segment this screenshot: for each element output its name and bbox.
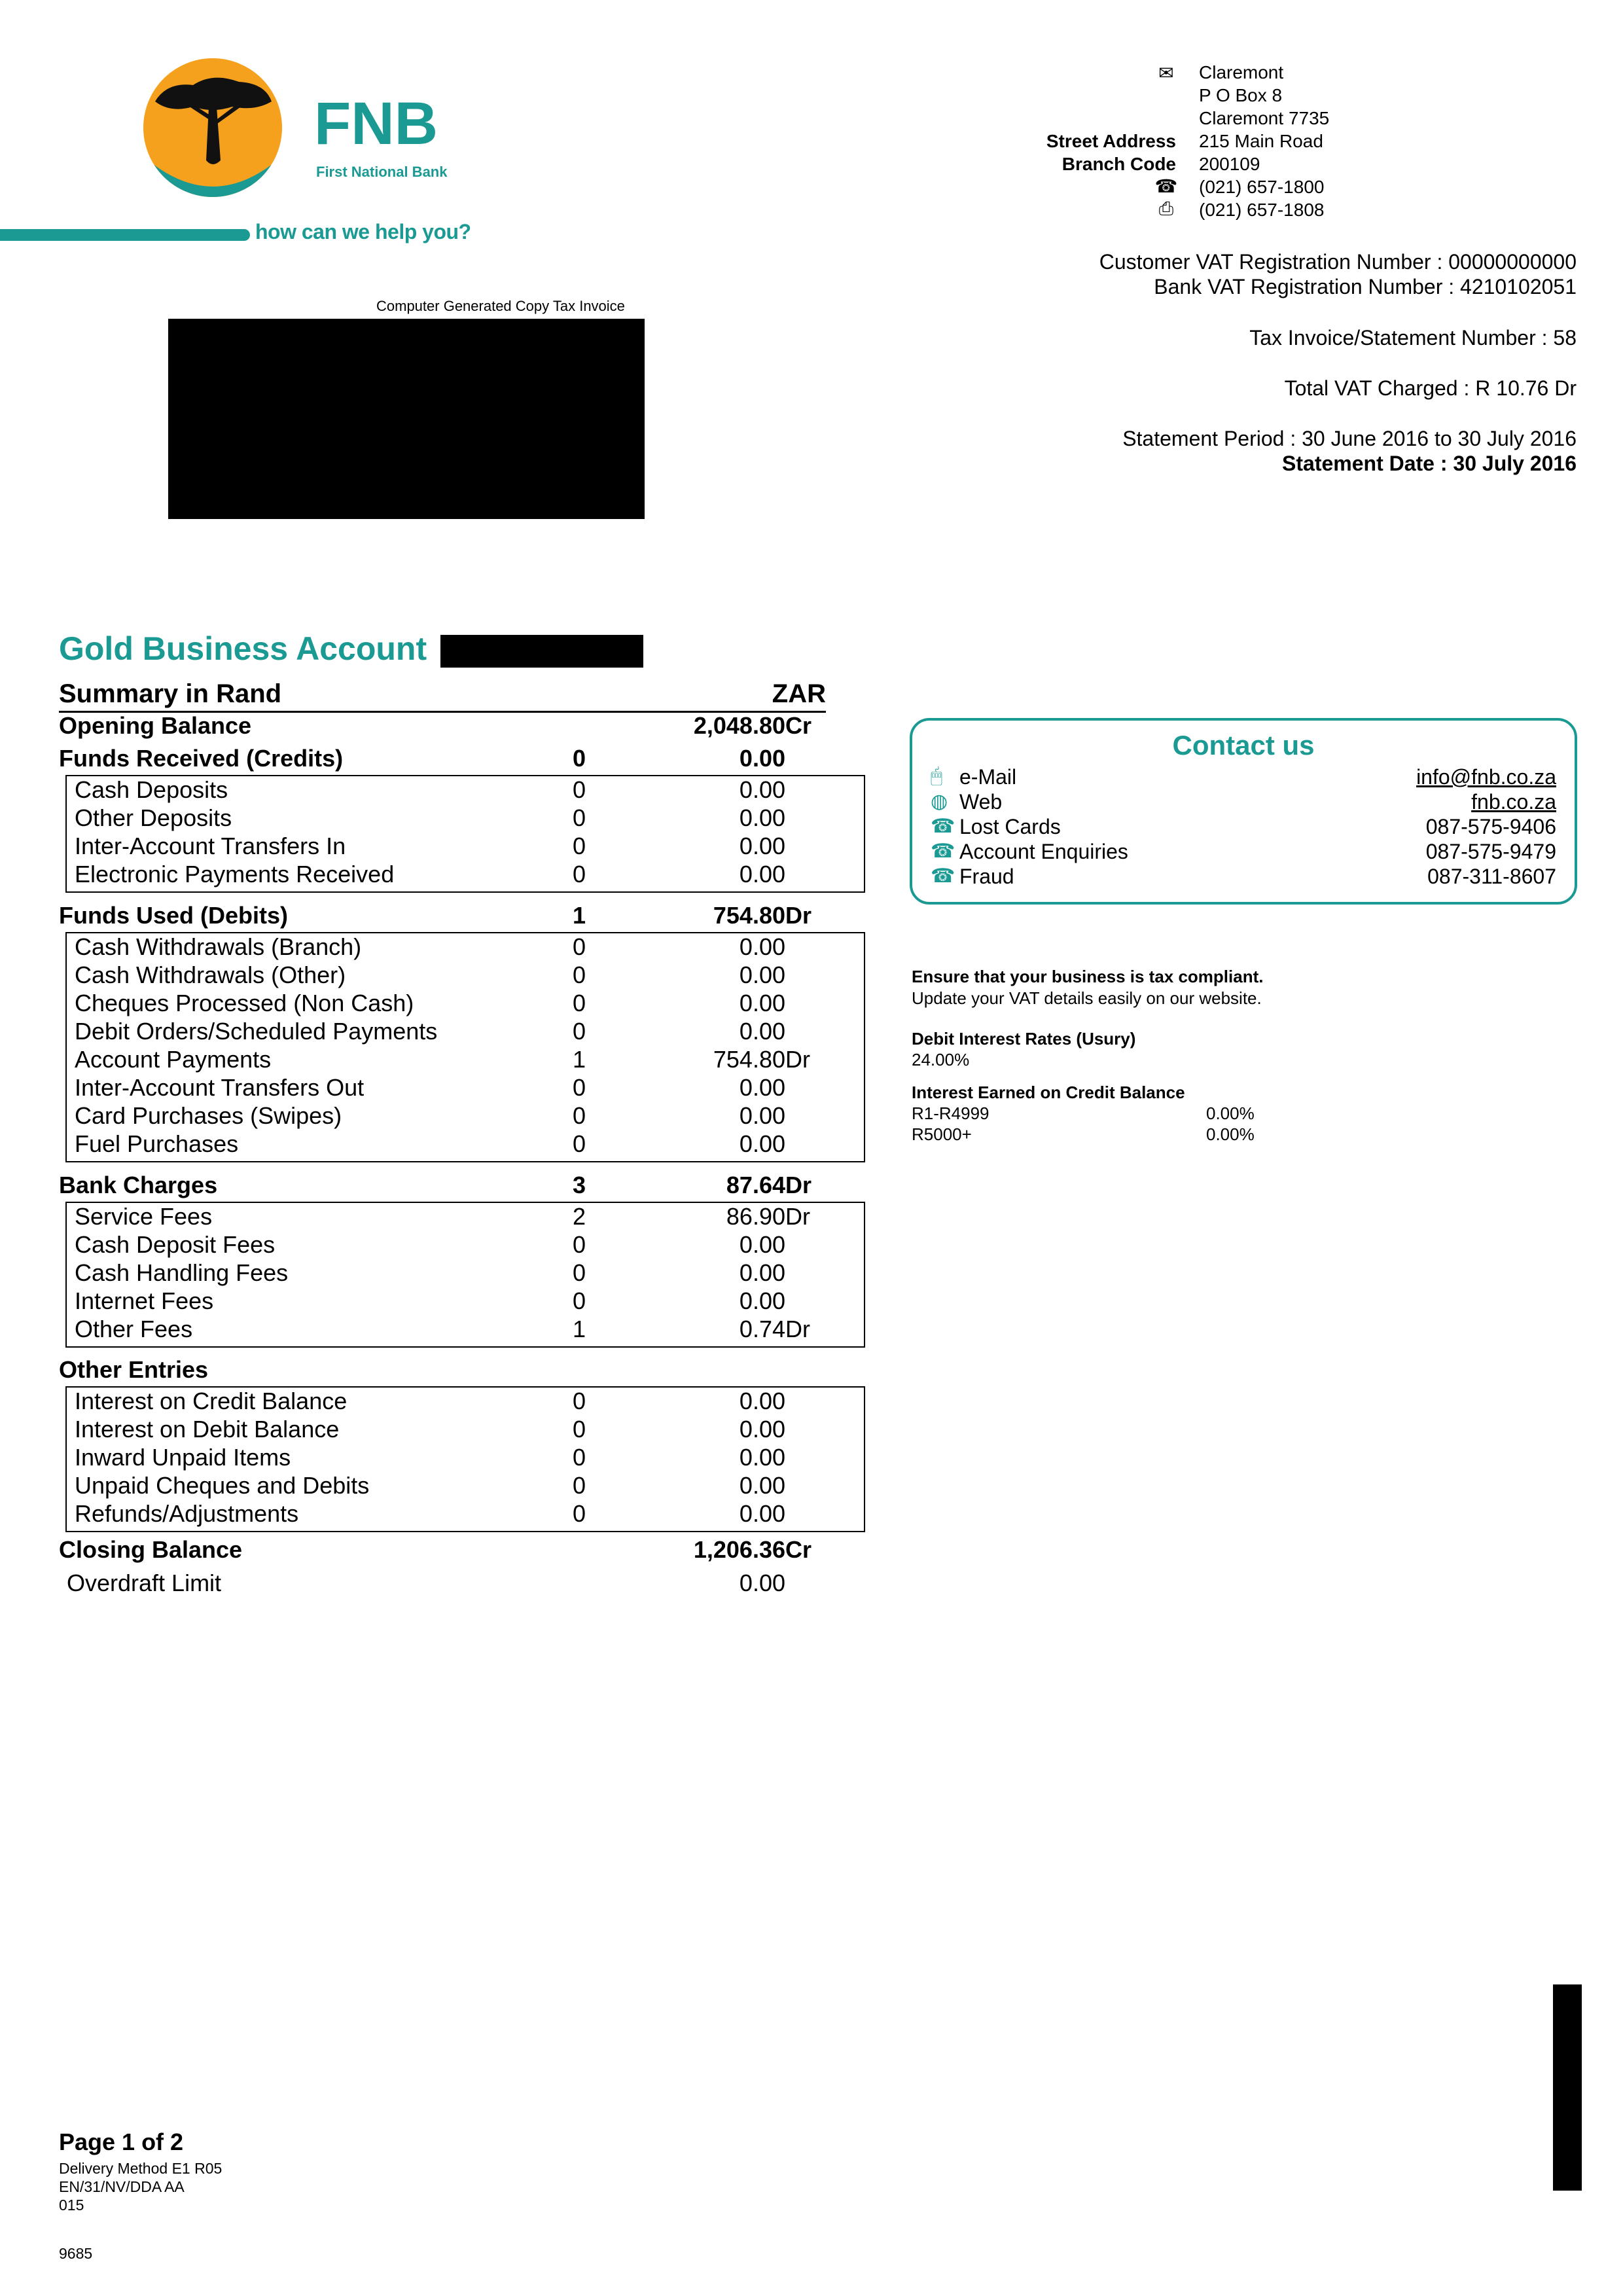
row-label: Debit Orders/Scheduled Payments xyxy=(75,1018,438,1045)
row-amount: 0.00 xyxy=(739,861,785,888)
summary-row xyxy=(59,1472,859,1501)
charges-row xyxy=(59,1172,859,1200)
row-label: Cash Withdrawals (Branch) xyxy=(75,933,362,960)
phone-icon: ☎ xyxy=(931,816,955,837)
row-count: 0 xyxy=(572,1259,586,1286)
summary-row xyxy=(59,1259,859,1288)
row-label: Interest on Credit Balance xyxy=(75,1388,348,1414)
statement-date: Statement Date : 30 July 2016 xyxy=(1282,452,1577,475)
row-amount: 0.00 xyxy=(739,1074,785,1101)
row-count: 0 xyxy=(572,1472,586,1499)
other-entries-row xyxy=(59,1356,859,1385)
branch-phone: (021) 657-1800 xyxy=(1199,177,1325,197)
row-count: 0 xyxy=(572,1018,586,1045)
row-amount: 0.00 xyxy=(739,1130,785,1157)
summary-row xyxy=(59,1074,859,1103)
mouse-icon: 🖱 xyxy=(931,765,942,787)
customer-vat: Customer VAT Registration Number : 00000000000 xyxy=(1099,250,1577,274)
row-amount: 0.00 xyxy=(739,1259,785,1286)
row-amount: 0.74 xyxy=(739,1316,785,1342)
tax-invoice-number: Tax Invoice/Statement Number : 58 xyxy=(1249,326,1577,350)
row-amount: 0.00 xyxy=(739,933,785,960)
fnb-tree-logo-icon xyxy=(141,56,468,200)
svg-text:First National Bank: First National Bank xyxy=(316,164,448,180)
summary-currency: ZAR xyxy=(772,679,826,708)
contact-label: e-Mail xyxy=(959,765,1017,789)
row-label: Internet Fees xyxy=(75,1287,214,1314)
copy-label: Computer Generated Copy Tax Invoice xyxy=(376,298,625,314)
credit-rate-value: 0.00% xyxy=(1206,1124,1255,1144)
row-count: 0 xyxy=(572,1444,586,1471)
contact-label: Web xyxy=(959,790,1003,814)
footer-code: 9685 xyxy=(59,2245,93,2262)
delivery-method: Delivery Method E1 R05 xyxy=(59,2160,223,2177)
row-amount: 0.00 xyxy=(739,990,785,1016)
row-count: 0 xyxy=(572,1388,586,1414)
opening-balance-row xyxy=(59,712,859,741)
row-amount: 0.00 xyxy=(739,804,785,831)
row-label: Electronic Payments Received xyxy=(75,861,395,888)
summary-row xyxy=(59,1444,859,1473)
row-cd: Cr xyxy=(785,712,812,739)
row-amount: 0.00 xyxy=(739,1500,785,1527)
row-label: Cash Deposit Fees xyxy=(75,1231,276,1258)
summary-row xyxy=(59,1416,859,1444)
row-amount: 2,048.80 xyxy=(693,712,785,739)
row-count: 0 xyxy=(572,1231,586,1258)
row-amount: 754.80 xyxy=(713,1046,785,1073)
contact-row xyxy=(931,790,1556,815)
row-amount: 1,206.36 xyxy=(693,1536,785,1563)
row-cd: Cr xyxy=(785,1536,812,1563)
row-label: Cash Deposits xyxy=(75,776,228,803)
row-count: 1 xyxy=(572,902,586,929)
contact-box xyxy=(910,718,1577,905)
row-label: Service Fees xyxy=(75,1203,213,1230)
row-count: 1 xyxy=(572,1046,586,1073)
page-number: Page 1 of 2 xyxy=(59,2128,184,2155)
row-amount: 0.00 xyxy=(739,745,785,772)
row-count: 0 xyxy=(572,961,586,988)
debit-rate-heading: Debit Interest Rates (Usury) xyxy=(912,1029,1136,1049)
envelope-icon: ✉ xyxy=(1158,63,1174,83)
row-count: 0 xyxy=(572,1074,586,1101)
row-label: Fuel Purchases xyxy=(75,1130,239,1157)
summary-row xyxy=(59,833,859,861)
row-count: 0 xyxy=(572,1102,586,1129)
credit-rate-band: R1-R4999 xyxy=(912,1103,990,1123)
credit-rate-band: R5000+ xyxy=(912,1124,972,1144)
total-vat: Total VAT Charged : R 10.76 Dr xyxy=(1284,376,1577,400)
footer-code: EN/31/NV/DDA AA xyxy=(59,2178,185,2195)
row-amount: 87.64 xyxy=(726,1172,785,1198)
row-count: 0 xyxy=(572,833,586,859)
branch-code-label: Branch Code xyxy=(1061,154,1176,174)
row-label: Funds Received (Credits) xyxy=(59,745,344,772)
row-label: Cash Handling Fees xyxy=(75,1259,289,1286)
row-count: 3 xyxy=(572,1172,586,1198)
bank-vat: Bank VAT Registration Number : 4210102051 xyxy=(1154,275,1577,298)
row-cd: Dr xyxy=(785,1316,810,1342)
contact-label: Lost Cards xyxy=(959,815,1061,838)
row-label: Inward Unpaid Items xyxy=(75,1444,291,1471)
row-label: Inter-Account Transfers Out xyxy=(75,1074,365,1101)
row-amount: 0.00 xyxy=(739,1388,785,1414)
row-label: Unpaid Cheques and Debits xyxy=(75,1472,370,1499)
summary-row xyxy=(59,776,859,805)
tax-note-text: Update your VAT details easily on our website. xyxy=(912,988,1262,1008)
row-amount: 754.80 xyxy=(713,902,785,929)
summary-row xyxy=(59,961,859,990)
redacted-address-block xyxy=(168,319,645,519)
footer-code: 015 xyxy=(59,2197,84,2214)
svg-text:FNB: FNB xyxy=(314,90,438,157)
row-cd: Dr xyxy=(785,1046,810,1073)
contact-number: 087-575-9406 xyxy=(1425,815,1556,838)
fnb-logo xyxy=(141,56,468,200)
contact-row xyxy=(931,815,1556,840)
tagline: how can we help you? xyxy=(255,220,471,243)
row-label: Cash Withdrawals (Other) xyxy=(75,961,346,988)
postal-line2: P O Box 8 xyxy=(1199,85,1283,105)
account-title: Gold Business Account xyxy=(59,630,427,667)
row-label: Inter-Account Transfers In xyxy=(75,833,346,859)
row-amount: 0.00 xyxy=(739,833,785,859)
row-count: 2 xyxy=(572,1203,586,1230)
row-label: Other Deposits xyxy=(75,804,232,831)
row-cd: Dr xyxy=(785,1203,810,1230)
row-count: 0 xyxy=(572,745,586,772)
summary-row xyxy=(59,1046,859,1075)
row-amount: 0.00 xyxy=(739,1018,785,1045)
phone-icon: ☎ xyxy=(931,840,955,862)
globe-icon: ◍ xyxy=(931,791,948,812)
row-label: Overdraft Limit xyxy=(67,1570,222,1596)
row-cd: Dr xyxy=(785,1172,812,1198)
summary-row xyxy=(59,1231,859,1260)
contact-number: 087-575-9479 xyxy=(1425,840,1556,863)
phone-icon: ☎ xyxy=(931,865,955,887)
contact-label: Fraud xyxy=(959,865,1014,888)
summary-title: Summary in Rand xyxy=(59,679,282,708)
row-count: 0 xyxy=(572,1287,586,1314)
row-label: Other Fees xyxy=(75,1316,193,1342)
row-count: 1 xyxy=(572,1316,586,1342)
statement-period: Statement Period : 30 June 2016 to 30 July 2016 xyxy=(1122,427,1577,450)
summary-row xyxy=(59,1287,859,1316)
row-label: Funds Used (Debits) xyxy=(59,902,289,929)
summary-row xyxy=(59,861,859,889)
row-label: Other Entries xyxy=(59,1356,209,1383)
summary-heading xyxy=(59,679,826,713)
contact-number: 087-311-8607 xyxy=(1427,865,1556,888)
row-count: 0 xyxy=(572,776,586,803)
redacted-account-number xyxy=(440,635,643,668)
debit-rate-value: 24.00% xyxy=(912,1050,970,1069)
summary-row xyxy=(59,1018,859,1047)
row-label: Bank Charges xyxy=(59,1172,218,1198)
summary-row xyxy=(59,804,859,833)
closing-balance-row xyxy=(59,1536,859,1565)
row-cd: Dr xyxy=(785,902,812,929)
row-label: Interest on Debit Balance xyxy=(75,1416,340,1443)
summary-row xyxy=(59,1102,859,1131)
row-count: 0 xyxy=(572,804,586,831)
contact-row xyxy=(931,865,1556,889)
contact-title: Contact us xyxy=(1172,730,1315,761)
fax-icon: ⎙ xyxy=(1158,198,1174,219)
postal-line1: Claremont xyxy=(1199,62,1284,82)
row-label: Card Purchases (Swipes) xyxy=(75,1102,342,1129)
contact-link[interactable]: fnb.co.za xyxy=(1471,790,1556,814)
row-label: Account Payments xyxy=(75,1046,272,1073)
summary-row xyxy=(59,1130,859,1159)
contact-row xyxy=(931,840,1556,865)
row-amount: 0.00 xyxy=(739,776,785,803)
summary-row xyxy=(59,1316,859,1344)
row-amount: 0.00 xyxy=(739,1444,785,1471)
row-label: Cheques Processed (Non Cash) xyxy=(75,990,414,1016)
credit-rate-heading: Interest Earned on Credit Balance xyxy=(912,1083,1185,1102)
row-amount: 0.00 xyxy=(739,1287,785,1314)
row-amount: 0.00 xyxy=(739,1570,785,1596)
row-amount: 0.00 xyxy=(739,1102,785,1129)
row-count: 0 xyxy=(572,990,586,1016)
row-count: 0 xyxy=(572,1416,586,1443)
summary-row xyxy=(59,1388,859,1416)
debits-row xyxy=(59,902,859,931)
summary-row xyxy=(59,933,859,962)
row-amount: 0.00 xyxy=(739,1472,785,1499)
row-amount: 0.00 xyxy=(739,961,785,988)
tagline-bar xyxy=(0,229,250,241)
summary-row xyxy=(59,1203,859,1232)
row-label: Closing Balance xyxy=(59,1536,243,1563)
summary-row xyxy=(59,990,859,1018)
credit-rate-value: 0.00% xyxy=(1206,1103,1255,1123)
branch-code-value: 200109 xyxy=(1199,154,1260,174)
row-count: 0 xyxy=(572,1500,586,1527)
street-value: 215 Main Road xyxy=(1199,131,1323,151)
row-count: 0 xyxy=(572,933,586,960)
side-barcode-mark xyxy=(1553,1984,1582,2191)
row-amount: 0.00 xyxy=(739,1416,785,1443)
row-amount: 0.00 xyxy=(739,1231,785,1258)
contact-label: Account Enquiries xyxy=(959,840,1128,863)
row-count: 0 xyxy=(572,1130,586,1157)
contact-row xyxy=(931,765,1556,790)
phone-icon: ☎ xyxy=(1154,176,1178,196)
street-label: Street Address xyxy=(1046,131,1176,151)
tax-note-heading: Ensure that your business is tax compliant. xyxy=(912,967,1264,986)
credits-row xyxy=(59,745,859,774)
contact-link[interactable]: info@fnb.co.za xyxy=(1416,765,1556,789)
postal-line3: Claremont 7735 xyxy=(1199,108,1330,128)
overdraft-row xyxy=(59,1570,859,1598)
row-amount: 86.90 xyxy=(726,1203,785,1230)
row-count: 0 xyxy=(572,861,586,888)
row-label: Refunds/Adjustments xyxy=(75,1500,299,1527)
branch-fax: (021) 657-1808 xyxy=(1199,200,1325,220)
summary-row xyxy=(59,1500,859,1529)
row-label: Opening Balance xyxy=(59,712,252,739)
